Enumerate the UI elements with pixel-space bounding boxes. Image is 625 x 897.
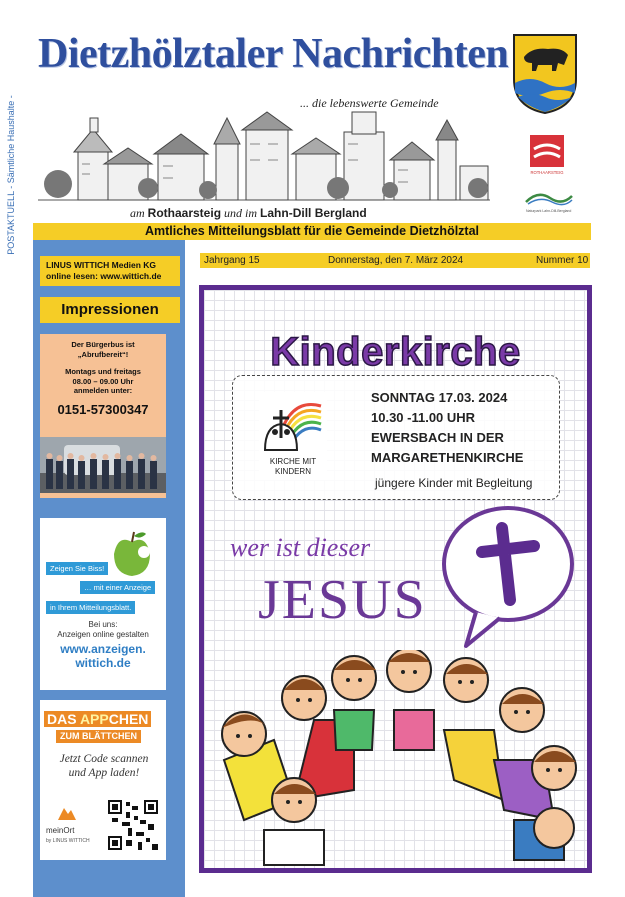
naturpark-logo-text: Naturpark Lahn-Dill-Bergland xyxy=(526,209,572,213)
qr-code[interactable] xyxy=(108,800,158,850)
side-vertical-label: POSTAKTUELL - Sämtliche Haushalte - xyxy=(6,95,16,255)
municipal-crest xyxy=(512,33,578,115)
app-title-part: DAS xyxy=(47,711,80,727)
village-sketch-illustration xyxy=(38,104,490,204)
ad-bei-uns xyxy=(40,620,166,640)
bus-group-photo xyxy=(40,437,166,493)
event-time: 10.30 -11.00 UHR xyxy=(371,410,476,425)
ad-tag: … mit einer Anzeige xyxy=(80,581,155,594)
bus-line: anmelden unter: xyxy=(73,386,133,395)
publisher-name: LINUS WITTICH Medien KG xyxy=(46,260,157,270)
app-brand: meinOrt xyxy=(46,826,75,835)
rothaarsteig-logo xyxy=(528,133,566,177)
issue-info-bar xyxy=(200,253,590,268)
app-hand-line: und App laden! xyxy=(68,767,140,779)
ad-url-line: www.anzeigen. xyxy=(60,642,146,656)
app-brand-by: by LINUS WITTICH xyxy=(46,838,90,844)
advertisement-box[interactable] xyxy=(40,518,166,690)
app-handwritten-note xyxy=(44,752,164,780)
routes-mid: und im xyxy=(224,206,258,220)
logo-text-line1: KIRCHE MIT xyxy=(269,457,317,466)
location-pin-icon xyxy=(56,802,78,822)
event-details-box xyxy=(232,375,560,500)
event-location-line1: EWERSBACH IN DER xyxy=(371,430,504,445)
logo-text-line2: KINDERN xyxy=(274,467,312,476)
event-audience: jüngere Kinder mit Begleitung xyxy=(375,476,533,490)
rothaarsteig-logo-text: ROTHAARSTEIG xyxy=(530,170,564,175)
app-hand-line: Jetzt Code scannen xyxy=(59,753,149,765)
official-bulletin-band: Amtliches Mitteilungsblatt für die Gemeinde Dietzhölztal xyxy=(33,223,591,240)
kirche-mit-kindern-logo xyxy=(259,392,327,480)
bus-phone-number: 0151-57300347 xyxy=(57,401,149,417)
impressionen-heading: Impressionen xyxy=(40,297,180,323)
publisher-online-link[interactable]: online lesen: www.wittich.de xyxy=(46,271,162,281)
routes-rothaarsteig: Rothaarsteig xyxy=(147,206,222,220)
ad-url-link[interactable] xyxy=(40,642,166,670)
ad-url-line: wittich.de xyxy=(75,656,131,670)
poster-title: Kinderkirche xyxy=(270,330,521,374)
children-circle-illustration xyxy=(204,650,587,868)
kinderkirche-poster xyxy=(199,285,592,873)
ad-bei-line: Anzeigen online gestalten xyxy=(57,630,149,639)
routes-lahn-dill: Lahn-Dill Bergland xyxy=(260,206,367,220)
ad-tag: Zeigen Sie Biss! xyxy=(46,562,108,575)
routes-prefix: am xyxy=(130,206,145,220)
bus-line: „Abrufbereit“! xyxy=(77,349,129,359)
bus-line: Montags und freitags xyxy=(65,367,141,376)
masthead-subtitle: ... die lebenswerte Gemeinde xyxy=(300,96,439,110)
app-subtitle: ZUM BLÄTTCHEN xyxy=(56,730,141,743)
naturpark-logo xyxy=(524,188,574,214)
event-date: SONNTAG 17.03. 2024 xyxy=(371,390,508,405)
side-vertical-text xyxy=(5,40,17,310)
event-location-line2: MARGARETHENKIRCHE xyxy=(371,450,524,465)
bus-line: 08.00 – 09.00 Uhr xyxy=(72,376,134,386)
app-title-part: CHEN xyxy=(108,711,149,727)
bus-line: Der Bürgerbus ist xyxy=(71,340,135,349)
poster-question: wer ist dieser xyxy=(230,533,371,562)
ad-bei-line: Bei uns: xyxy=(88,620,118,629)
issue-number: Nummer 10 xyxy=(536,255,589,266)
app-promo-box[interactable] xyxy=(40,700,166,860)
app-title xyxy=(44,711,151,727)
issue-volume: Jahrgang 15 xyxy=(204,255,260,266)
masthead-routes xyxy=(130,206,367,221)
speech-bubble-cross-icon xyxy=(436,504,576,654)
apple-icon xyxy=(110,528,154,580)
buergerbus-box xyxy=(40,334,166,498)
publisher-box xyxy=(40,256,180,286)
ad-tag: in Ihrem Mitteilungsblatt. xyxy=(46,601,135,614)
masthead-title: Dietzhölztaler Nachrichten xyxy=(38,31,509,77)
app-title-part: APP xyxy=(79,711,109,727)
poster-jesus: JESUS xyxy=(258,569,427,631)
issue-date: Donnerstag, den 7. März 2024 xyxy=(328,255,464,266)
